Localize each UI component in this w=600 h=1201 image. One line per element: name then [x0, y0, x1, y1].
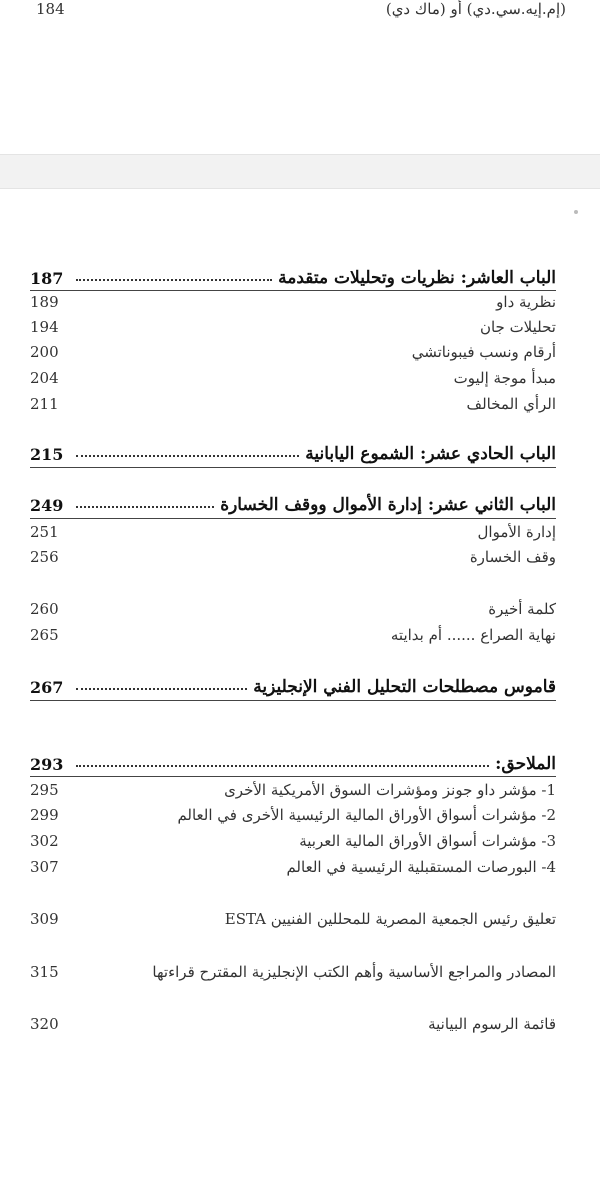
heading-underline [30, 700, 556, 701]
item-label: وقف الخسارة [469, 548, 556, 566]
heading-underline [30, 518, 556, 519]
item-label: نهاية الصراع ...... أم بدايته [390, 626, 556, 644]
item-label: مبدأ موجة إليوت [453, 369, 556, 387]
page-number: 215 [30, 444, 64, 464]
page-number: 249 [30, 495, 64, 515]
page-number: 320 [30, 1015, 59, 1033]
page-number: 211 [30, 395, 59, 413]
page-number: 256 [30, 548, 59, 566]
heading-underline [30, 467, 556, 468]
item-label: الرأي المخالف [466, 395, 556, 413]
heading-underline [30, 776, 556, 777]
dot-leader [76, 765, 489, 767]
toc-heading-dictionary[interactable] [30, 675, 556, 699]
page-number: 204 [30, 369, 59, 387]
previous-page [0, 0, 600, 155]
page-number: 194 [30, 318, 59, 336]
heading-text: الملاحق: [495, 754, 556, 774]
page-number: 299 [30, 806, 59, 824]
page-number: 302 [30, 832, 59, 850]
toc-item[interactable] [30, 803, 556, 827]
dot-leader [76, 279, 272, 281]
toc-heading-chapter-10[interactable] [30, 266, 556, 290]
toc-item[interactable] [30, 290, 556, 314]
item-label: كلمة أخيرة [488, 600, 556, 618]
toc-item[interactable] [30, 520, 556, 544]
toc-item[interactable] [30, 366, 556, 390]
dot-leader [76, 506, 214, 508]
page-number: 307 [30, 858, 59, 876]
item-label: تعليق رئيس الجمعية المصرية للمحللين الفنيين ESTA [224, 910, 556, 928]
page-number: 184 [36, 0, 65, 18]
item-label: 3- مؤشرات أسواق الأوراق المالية العربية [299, 832, 556, 850]
item-label: 2- مؤشرات أسواق الأوراق المالية الرئيسية الأخرى في العالم [177, 806, 556, 824]
paper-speck [574, 210, 578, 214]
item-label: قائمة الرسوم البيانية [428, 1015, 556, 1033]
toc-item[interactable] [30, 545, 556, 569]
toc-item[interactable] [30, 315, 556, 339]
toc-item[interactable] [30, 340, 556, 364]
toc-heading-appendices[interactable] [30, 752, 556, 776]
page-number: 200 [30, 343, 59, 361]
item-label: إدارة الأموال [477, 523, 556, 541]
page-number: 260 [30, 600, 59, 618]
item-label: تحليلات جان [479, 318, 556, 336]
line-text: (إم.إيه.سي.دي) أو (ماك دي) [385, 0, 566, 18]
toc-item[interactable] [30, 829, 556, 853]
page-number: 251 [30, 523, 59, 541]
page-number: 295 [30, 781, 59, 799]
item-label: 4- البورصات المستقبلية الرئيسية في العالم [286, 858, 556, 876]
page-number: 293 [30, 754, 64, 774]
toc-item[interactable] [30, 855, 556, 879]
toc-item[interactable] [30, 623, 556, 647]
page-number: 189 [30, 293, 59, 311]
previous-page-last-line [0, 0, 600, 26]
toc-heading-chapter-12[interactable] [30, 493, 556, 517]
page-number: 309 [30, 910, 59, 928]
item-label: المصادر والمراجع الأساسية وأهم الكتب الإنجليزية المقترح قراءتها [152, 963, 556, 981]
page-number: 265 [30, 626, 59, 644]
toc-item[interactable] [30, 778, 556, 802]
toc-item[interactable] [30, 392, 556, 416]
toc-item[interactable] [30, 597, 556, 621]
toc-heading-chapter-11[interactable] [30, 442, 556, 466]
heading-text: الباب العاشر: نظريات وتحليلات متقدمة [278, 268, 556, 288]
item-label: 1- مؤشر داو جونز ومؤشرات السوق الأمريكية الأخرى [224, 781, 556, 799]
heading-text: الباب الحادي عشر: الشموع اليابانية [305, 444, 556, 464]
page-number: 267 [30, 677, 64, 697]
heading-text: الباب الثاني عشر: إدارة الأموال ووقف الخسارة [220, 495, 556, 515]
toc-item[interactable] [30, 1012, 556, 1036]
item-label: أرقام ونسب فيبوناتشي [411, 343, 556, 361]
toc-item[interactable] [30, 960, 556, 984]
dot-leader [76, 455, 299, 457]
heading-text: قاموس مصطلحات التحليل الفني الإنجليزية [253, 677, 556, 697]
item-label: نظرية داو [496, 293, 556, 311]
page-number: 315 [30, 963, 59, 981]
page-number: 187 [30, 268, 64, 288]
toc-item[interactable] [30, 907, 556, 931]
dot-leader [76, 688, 247, 690]
